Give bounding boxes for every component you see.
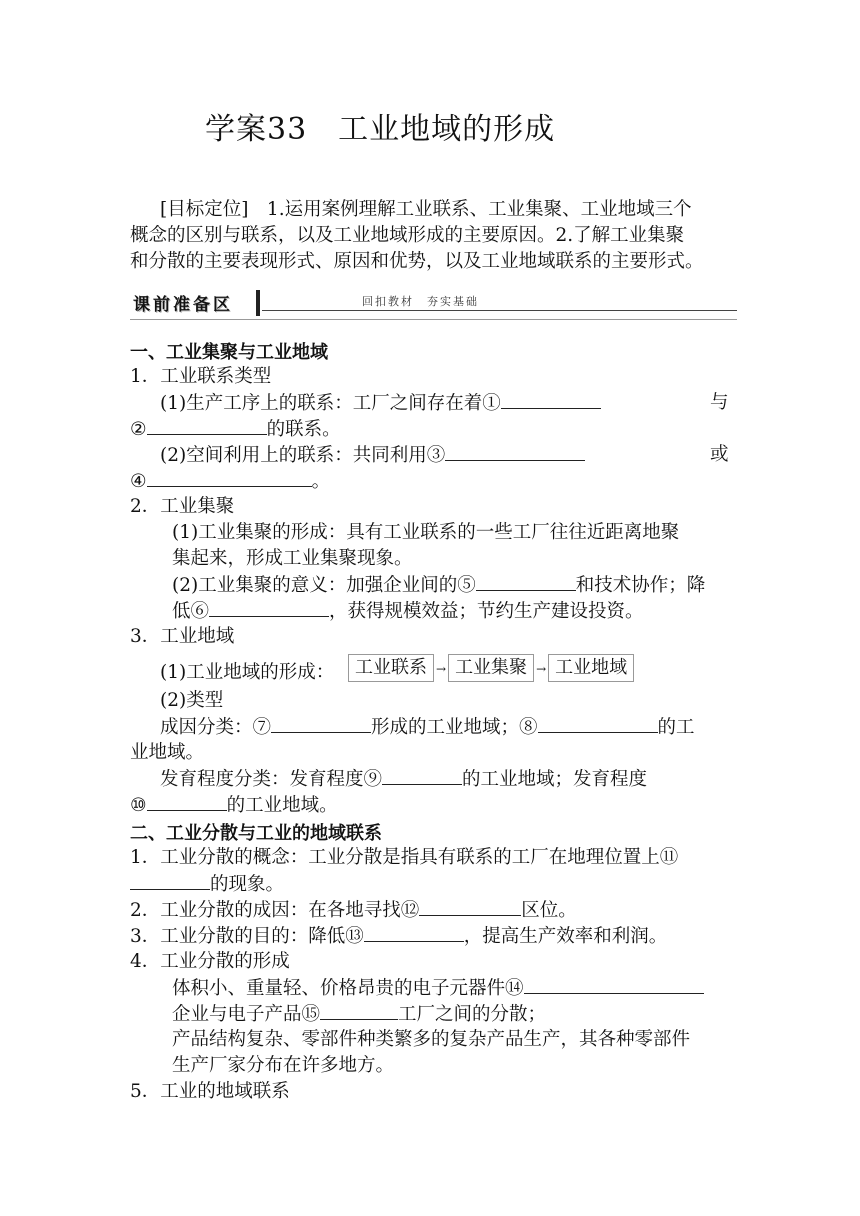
text: 成因分类：⑦ bbox=[160, 717, 272, 738]
section-banner-subtitle: 回扣教材 夯实基础 bbox=[362, 295, 479, 308]
text: 企业与电子产品⑮ bbox=[172, 1004, 321, 1025]
blank-15[interactable] bbox=[320, 1001, 398, 1020]
item-2-5: 5．工业的地域联系 bbox=[130, 1081, 290, 1102]
development-classification-cont bbox=[130, 792, 338, 819]
item-1-2-1a: (1)工业集聚的形成：具有工业联系的一些工厂往往近距离地聚 bbox=[172, 522, 680, 543]
text: 和技术协作；降 bbox=[575, 575, 706, 596]
item-2-4-3a: 产品结构复杂、零部件种类繁多的复杂产品生产，其各种零部件 bbox=[172, 1029, 691, 1050]
item-2-4-3b: 生产厂家分布在许多地方。 bbox=[172, 1055, 395, 1076]
blank-3[interactable] bbox=[445, 442, 585, 461]
text: (1)生产工序上的联系：工厂之间存在着① bbox=[160, 393, 501, 414]
formation-flow bbox=[348, 654, 634, 682]
text: 工厂之间的分散； bbox=[398, 1004, 547, 1025]
text: ④ bbox=[130, 471, 147, 492]
text: (2)空间利用上的联系：共同利用③ bbox=[160, 445, 446, 466]
text: 的工 bbox=[657, 717, 695, 738]
item-1-3-1 bbox=[160, 660, 334, 686]
blank-9[interactable] bbox=[382, 766, 462, 785]
blank-10[interactable] bbox=[147, 792, 227, 811]
text: 2．工业分散的成因：在各地寻找⑫ bbox=[130, 900, 420, 921]
text-and: 与 bbox=[710, 392, 729, 413]
text: ⑩ bbox=[130, 795, 147, 816]
flow-box-1: 工业联系 bbox=[348, 654, 434, 682]
item-1-1-1 bbox=[160, 390, 601, 417]
blank-6[interactable] bbox=[209, 598, 329, 617]
cause-classification-cont: 业地域。 bbox=[130, 742, 205, 763]
flow-box-2: 工业集聚 bbox=[448, 654, 534, 682]
text: 。 bbox=[311, 471, 331, 492]
text: (1)工业地域的形成： bbox=[160, 662, 335, 683]
item-2-4: 4．工业分散的形成 bbox=[130, 951, 290, 972]
cause-classification bbox=[160, 714, 695, 741]
arrow-right-icon: → bbox=[536, 661, 547, 676]
blank-7[interactable] bbox=[271, 714, 371, 733]
text: ，提高生产效率和利润。 bbox=[463, 926, 668, 947]
item-1-1: 1．工业联系类型 bbox=[130, 366, 272, 387]
blank-8[interactable] bbox=[538, 714, 658, 733]
blank-11[interactable] bbox=[130, 871, 210, 890]
item-1-3-2: (2)类型 bbox=[160, 690, 224, 711]
text: 发育程度分类：发育程度⑨ bbox=[160, 769, 383, 790]
item-2-3 bbox=[130, 923, 667, 950]
item-1-1-2 bbox=[160, 442, 585, 469]
text: 区位。 bbox=[521, 900, 577, 921]
text: 3．工业分散的目的：降低⑬ bbox=[130, 926, 364, 947]
item-2-2 bbox=[130, 897, 577, 924]
arrow-right-icon: → bbox=[436, 661, 447, 676]
text: 形成的工业地域；⑧ bbox=[371, 717, 538, 738]
text: 体积小、重量轻、价格昂贵的电子元器件⑭ bbox=[172, 978, 524, 999]
item-2-1b bbox=[130, 871, 284, 898]
blank-4[interactable] bbox=[147, 468, 312, 487]
section-2-heading: 二、工业分散与工业的地域联系 bbox=[130, 823, 382, 844]
text: 的工业地域。 bbox=[226, 795, 338, 816]
item-2-1a: 1．工业分散的概念：工业分散是指具有联系的工厂在地理位置上⑪ bbox=[130, 847, 679, 868]
text: 低⑥ bbox=[172, 601, 210, 622]
blank-1[interactable] bbox=[501, 390, 601, 409]
section-banner-label: 课前准备区 bbox=[133, 295, 233, 315]
section-1-heading: 一、工业集聚与工业地域 bbox=[130, 342, 328, 363]
text: ② bbox=[130, 419, 147, 440]
text: ，获得规模效益；节约生产建设投资。 bbox=[329, 601, 644, 622]
blank-2[interactable] bbox=[147, 416, 267, 435]
blank-13[interactable] bbox=[364, 923, 464, 942]
target-line-3: 和分散的主要表现形式、原因和优势，以及工业地域联系的主要形式。 bbox=[130, 251, 704, 272]
text-or: 或 bbox=[710, 444, 729, 465]
blank-12[interactable] bbox=[419, 897, 521, 916]
flow-box-3: 工业地域 bbox=[548, 654, 634, 682]
blank-14[interactable] bbox=[524, 975, 704, 994]
item-1-3: 3．工业地域 bbox=[130, 626, 235, 647]
item-1-2-2b bbox=[172, 598, 644, 625]
item-1-2-1b: 集起来，形成工业集聚现象。 bbox=[172, 548, 413, 569]
text: 的工业地域；发育程度 bbox=[462, 769, 648, 790]
blank-5[interactable] bbox=[476, 572, 576, 591]
banner-bar bbox=[256, 290, 260, 316]
text: 的联系。 bbox=[266, 419, 341, 440]
item-1-1-2-cont bbox=[130, 468, 330, 495]
item-1-2: 2．工业集聚 bbox=[130, 496, 235, 517]
page-title: 学案33 工业地域的形成 bbox=[205, 112, 556, 147]
text: (2)工业集聚的意义：加强企业间的⑤ bbox=[172, 575, 476, 596]
banner-rule bbox=[262, 310, 737, 311]
target-line-1: [目标定位] 1.运用案例理解工业联系、工业集聚、工业地域三个 bbox=[160, 199, 692, 220]
banner-rule-lower bbox=[130, 319, 737, 320]
development-classification bbox=[160, 766, 647, 793]
item-2-4-2 bbox=[172, 1001, 546, 1028]
target-line-2: 概念的区别与联系，以及工业地域形成的主要原因。2.了解工业集聚 bbox=[130, 225, 685, 246]
item-2-4-1 bbox=[172, 975, 704, 1002]
item-1-2-2a bbox=[172, 572, 705, 599]
text: 的现象。 bbox=[210, 874, 285, 895]
item-1-1-1-cont bbox=[130, 416, 341, 443]
